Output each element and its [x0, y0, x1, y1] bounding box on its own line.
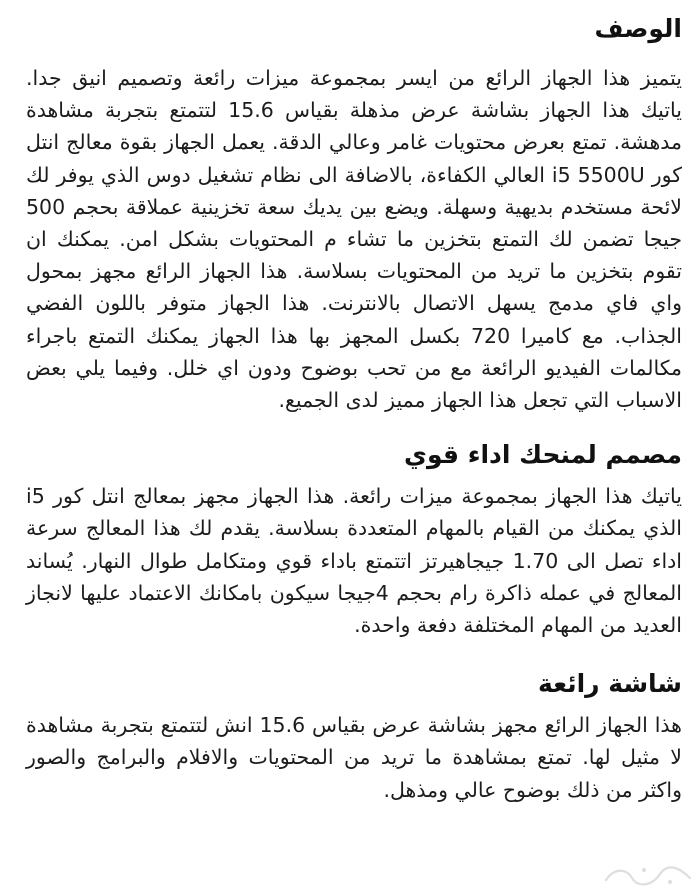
display-paragraph: هذا الجهاز الرائع مجهز بشاشة عرض بقياس 15.6 انش لتتمتع بتجربة مشاهدة لا مثيل لها. تمتع بمشاهدة ما تريد من المحتويات والافلام والبرامج والصور واكثر من ذلك بوضوح عالي ومذهل.: [26, 713, 682, 802]
performance-heading: مصمم لمنحك اداء قوي: [404, 440, 682, 470]
performance-paragraph: ياتيك هذا الجهاز بمجموعة ميزات رائعة. هذا الجهاز مجهز بمعالج انتل كور i5 الذي يمكنك من القيام بالمهام المتعددة بسلاسة. يقدم لك هذا المعالج سرعة اداء تصل الى 1.70 جيجاهيرتز اتتمتع باداء قوي ومتكامل طوال النهار. يُساند المعالج في عمله ذاكرة رام بحجم 4جيجا سيكون بامكانك الاعتماد عليها لانجاز العديد من المهام المختلفة دفعة واحدة.: [26, 484, 682, 638]
watermark-logo-icon: [600, 862, 695, 888]
description-paragraph: يتميز هذا الجهاز الرائع من ايسر بمجموعة ميزات رائعة وتصميم انيق جدا. ياتيك هذا الجهاز بشاشة عرض مذهلة بقياس 15.6 لتتمتع بتجربة مشاهدة مدهشة. تمتع بعرض محتويات غامر وعالي الدقة. يعمل الجهاز بقوة معالج انتل كور i5 5500U العالي الكفاءة، بالاضافة الى نظام تشغيل دوس الذي يوفر لك لائحة مستخدم بديهية وسهلة. ويضع بين يديك سعة تخزينية عملاقة بحجم 500 جيجا تضمن لك التمتع بتخزين ما تشاء م المحتويات بشكل امن. يمكنك ان تقوم بتخزين ما تريد من المحتويات بسلاسة. هذا الجهاز الرائع مجهز بمحول واي فاي مدمج يسهل الاتصال بالانترنت. هذا الجهاز متوفر باللون الفضي الجذاب. مع كاميرا 720 بكسل المجهز بها هذا الجهاز يمكنك التمتع باجراء مكالمات الفيديو الرائعة مع من تحب بوضوح ودون اي خلل. وفيما يلي بعض الاسباب التي تجعل هذا الجهاز مميز لدى الجميع.: [26, 66, 683, 413]
display-heading: شاشة رائعة: [537, 669, 682, 699]
description-heading: الوصف: [594, 14, 682, 43]
